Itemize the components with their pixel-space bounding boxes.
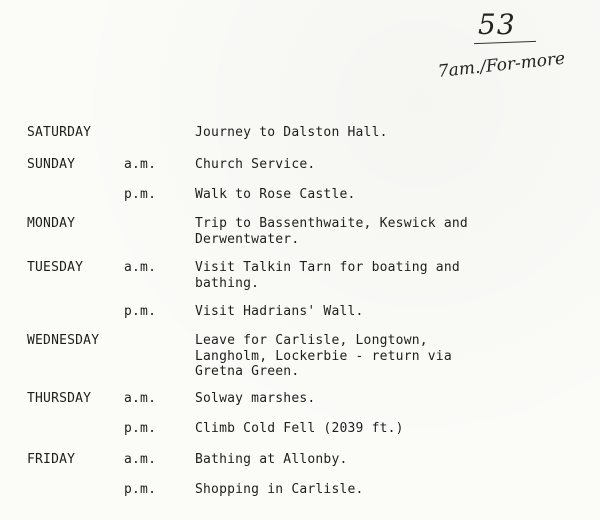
time-of-day: p.m. xyxy=(124,187,157,202)
time-of-day: a.m. xyxy=(124,452,157,467)
time-of-day: p.m. xyxy=(124,421,157,436)
page-number: 53 xyxy=(478,8,516,41)
activity-text: Journey to Dalston Hall. xyxy=(195,125,388,140)
activity-text: Leave for Carlisle, Longtown, Langholm, Lockerbie - return via Gretna Green. xyxy=(195,333,452,379)
activity-text: Visit Talkin Tarn for boating and bathing. xyxy=(195,260,460,291)
activity-text: Shopping in Carlisle. xyxy=(195,482,364,497)
activity-text: Climb Cold Fell (2039 ft.) xyxy=(195,421,404,436)
day-label: SUNDAY xyxy=(27,157,76,172)
activity-text: Bathing at Allonby. xyxy=(195,452,348,467)
activity-text: Solway marshes. xyxy=(195,391,316,406)
day-label: WEDNESDAY xyxy=(27,333,100,348)
page-number-underline xyxy=(474,41,536,44)
handwritten-reference-note: 7am./For-more xyxy=(436,48,567,82)
activity-text: Walk to Rose Castle. xyxy=(195,187,356,202)
day-label: SATURDAY xyxy=(27,125,92,140)
time-of-day: p.m. xyxy=(124,482,157,497)
time-of-day: a.m. xyxy=(124,391,157,406)
activity-text: Visit Hadrians' Wall. xyxy=(195,304,364,319)
day-label: THURSDAY xyxy=(27,391,92,406)
time-of-day: a.m. xyxy=(124,260,157,275)
activity-text: Church Service. xyxy=(195,157,316,172)
day-label: FRIDAY xyxy=(27,452,76,467)
time-of-day: a.m. xyxy=(124,157,157,172)
day-label: TUESDAY xyxy=(27,260,84,275)
activity-text: Trip to Bassenthwaite, Keswick and Derwentwater. xyxy=(195,216,468,247)
day-label: MONDAY xyxy=(27,216,76,231)
time-of-day: p.m. xyxy=(124,304,157,319)
